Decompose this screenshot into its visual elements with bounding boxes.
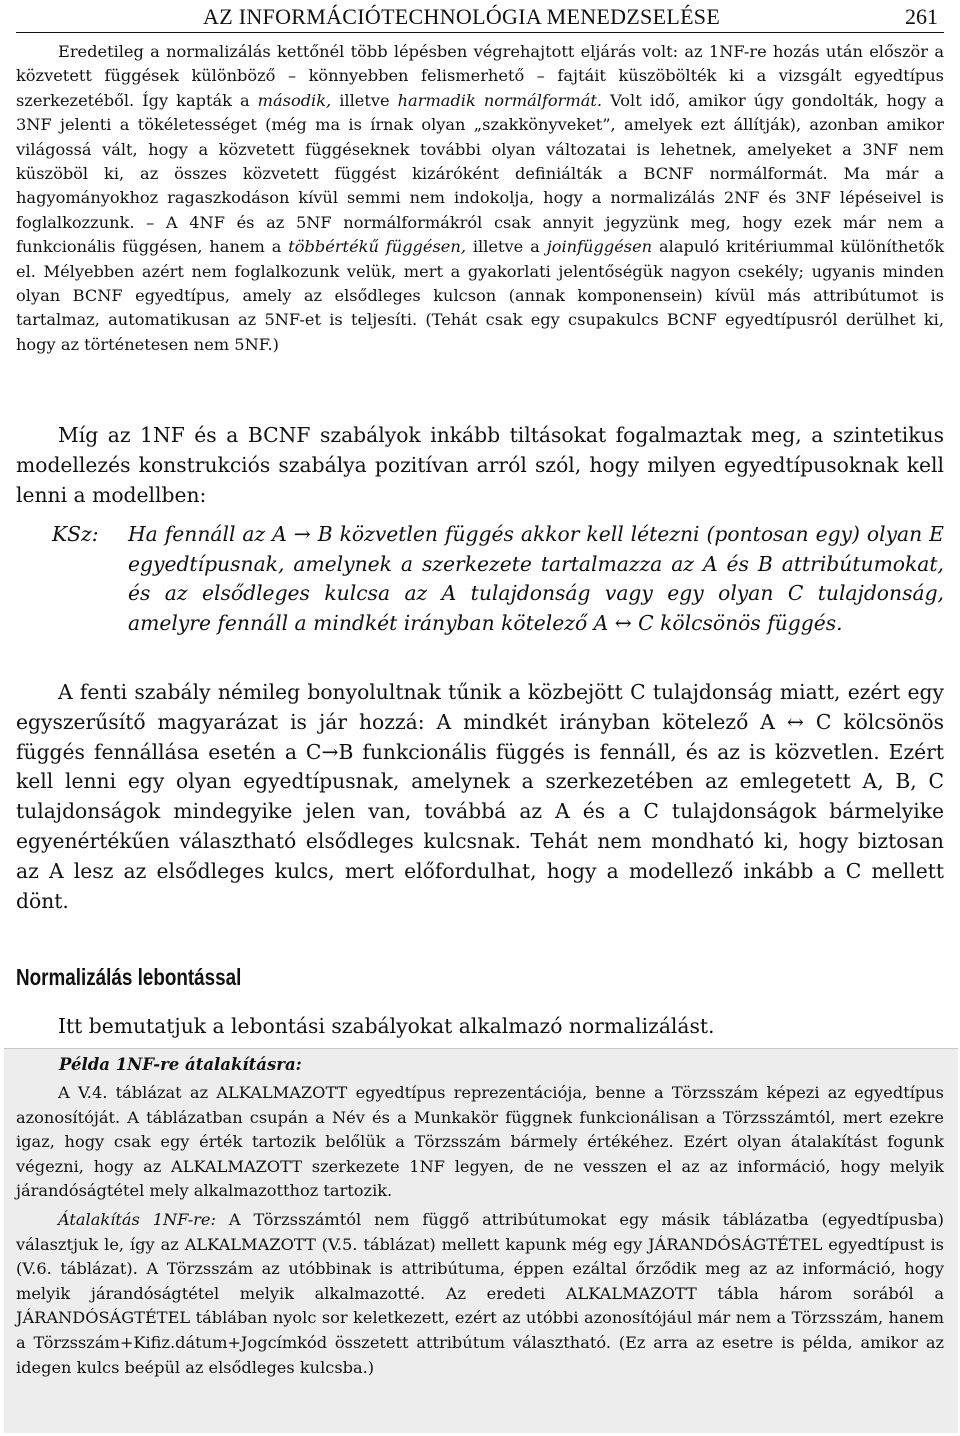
text-run: illetve a [465,237,547,257]
italic-term: joinfüggésen [546,237,653,257]
section-heading: Normalizálás lebontással [16,964,242,990]
text-run: illetve [331,90,398,110]
section-intro: Itt bemutatjuk a lebontási szabályokat alkalmazó normalizálást. [58,1014,715,1038]
italic-term: többértékű függésen, [288,237,466,257]
example-paragraph [16,1208,944,1380]
text-run: A Törzsszámtól nem függő attribútumokat egy másik táblázatba (egyedtípusba) választjuk le, így az ALKALMAZOTT (V.5. táblázat) mellett kapunk még egy JÁRANDÓSÁGTÉTEL egyedtípust is (V.6. táblázat). A Törzsszám az utóbbinak is attribútuma, éppen ezáltal őrződik meg az az információ, hogy melyik járandóságtétel melyik alkalmazotté. Az eredeti ALKALMAZOTT tábla három sorából a JÁRANDÓSÁGTÉTEL táblában nyolc sor keletkezett, ezért az utóbbi azonosítójául már nem a Törzsszám, hanem a Törzsszám+Kifiz.dátum+Jogcímkód összetett attribútum választható. (Ez arra az esetre is példa, amikor az idegen kulcs beépül az elsődleges kulcsba.) [16,1209,944,1377]
paragraph-text: Míg az 1NF és a BCNF szabályok inkább tiltásokat fogalmaztak meg, a szintetikus modellezés konstrukciós szabálya pozitívan arról szól, hogy milyen egyedtípusoknak kell lenni a modellben: [16,423,944,507]
example-body [16,1081,944,1380]
example-title: Példa 1NF-re átalakításra: [59,1055,302,1074]
italic-term: harmadik normálformát. [397,90,603,110]
page-number: 261 [905,4,938,29]
italic-term: második, [257,90,332,110]
text-run: Eredetileg a normalizálás kettőnél több lépésben végrehajtott eljárás volt: az 1NF-re hozás után először a közvetett függések különböző – könnyebben felismerhető – fajtáit küszöbölték ki a vizsgált egyedtípus szerkezetéből. Így kapták a [16,42,944,110]
paragraph-text [16,40,944,357]
paragraph-normalization-history [16,40,944,357]
italic-label: Átalakítás 1NF-re: [58,1209,216,1229]
rule-label: KSz: [52,522,99,546]
example-box [4,1048,958,1433]
header-divider [16,32,944,33]
running-title: AZ INFORMÁCIÓTECHNOLÓGIA MENEDZSELÉSE [203,4,721,29]
text-run: alapuló kritériummal különíthetők el. Mélyebben azért nem foglalkozunk velük, mert a gyakorlati jelentőségük nagyon csekély; ugyanis minden olyan BCNF egyedtípus, amely az elsődleges kulcson (annak komponensein) kívül más attribútumot is tartalmaz, automatikusan az 5NF-et is teljesíti. (Tehát csak egy csupakulcs BCNF egyedtípusról derülhet ki, hogy az történetesen nem 5NF.) [16,237,945,354]
text-run: Volt idő, amikor úgy gondolták, hogy a 3NF jelenti a tökéletességet (még ma is írnak olyan „szakkönyveket”, amelyek ezt állítják), azonban amikor világossá vált, hogy a közvetett függéseknek további olyan változatai is lehetnek, amelyeket a 3NF nem küszöböl ki, az összes közvetett függést kizáróként definiálták a BCNF normálformát. Ma már a hagyományokhoz ragaszkodáson kívül semmi nem indokolja, hogy a normalizálás 2NF és 3NF lépéseivel is foglalkozzunk. – A 4NF és az 5NF normálformákról csak annyit jegyzünk meg, hogy ezek már nem a funkcionális függésen, hanem a [16,90,944,257]
paragraph-text: A fenti szabály némileg bonyolultnak tűnik a közbejött C tulajdonság miatt, ezért egy egyszerűsítő magyarázat is jár hozzá: A mindkét irányban kötelező A ↔ C kölcsönös függés fennállása esetén a C→B funkcionális függés is fennáll, és az is közvetlen. Ezért kell lenni egy olyan egyedtípusnak, amelynek a szerkezetében az emlegetett A, B, C tulajdonságok mindegyike jelen van, továbbá az A és a C tulajdonságok bármelyike egyenértékűen választható elsődleges kulcsnak. Tehát nem mondható ki, hogy biztosan az A lesz az elsődleges kulcs, mert előfordulhat, hogy a modellező inkább a C mellett dönt. [16,680,944,913]
page-header [0,0,960,36]
example-paragraph: A V.4. táblázat az ALKALMAZOTT egyedtípus reprezentációja, benne a Törzsszám képezi az egyedtípus azonosítóját. A táblázatban csupán a Név és a Munkakör függnek funkcionálisan a Törzsszámtól, mert ezekre igaz, hogy csak egy érték tartozik belőlük a Törzsszám bármely értékéhez. Ezért olyan átalakítást fogunk végezni, hogy az ALKALMAZOTT szerkezete 1NF legyen, de ne vesszen el az az információ, hogy melyik járandóságtétel mely alkalmazotthoz tartozik. [16,1083,944,1201]
paragraph-rule-explanation [16,678,944,916]
rule-text: Ha fennáll az A → B közvetlen függés akkor kell létezni (pontosan egy) olyan E egyedtípusnak, amelynek a szerkezete tartalmazza az A és B attribútumokat, és az elsődleges kulcsa az A tulajdonság vagy egy olyan C tulajdonság, amelyre fennáll a mindkét irányban kötelező A ↔ C kölcsönös függés. [128,522,944,636]
paragraph-constructive-rule-intro [16,421,944,510]
